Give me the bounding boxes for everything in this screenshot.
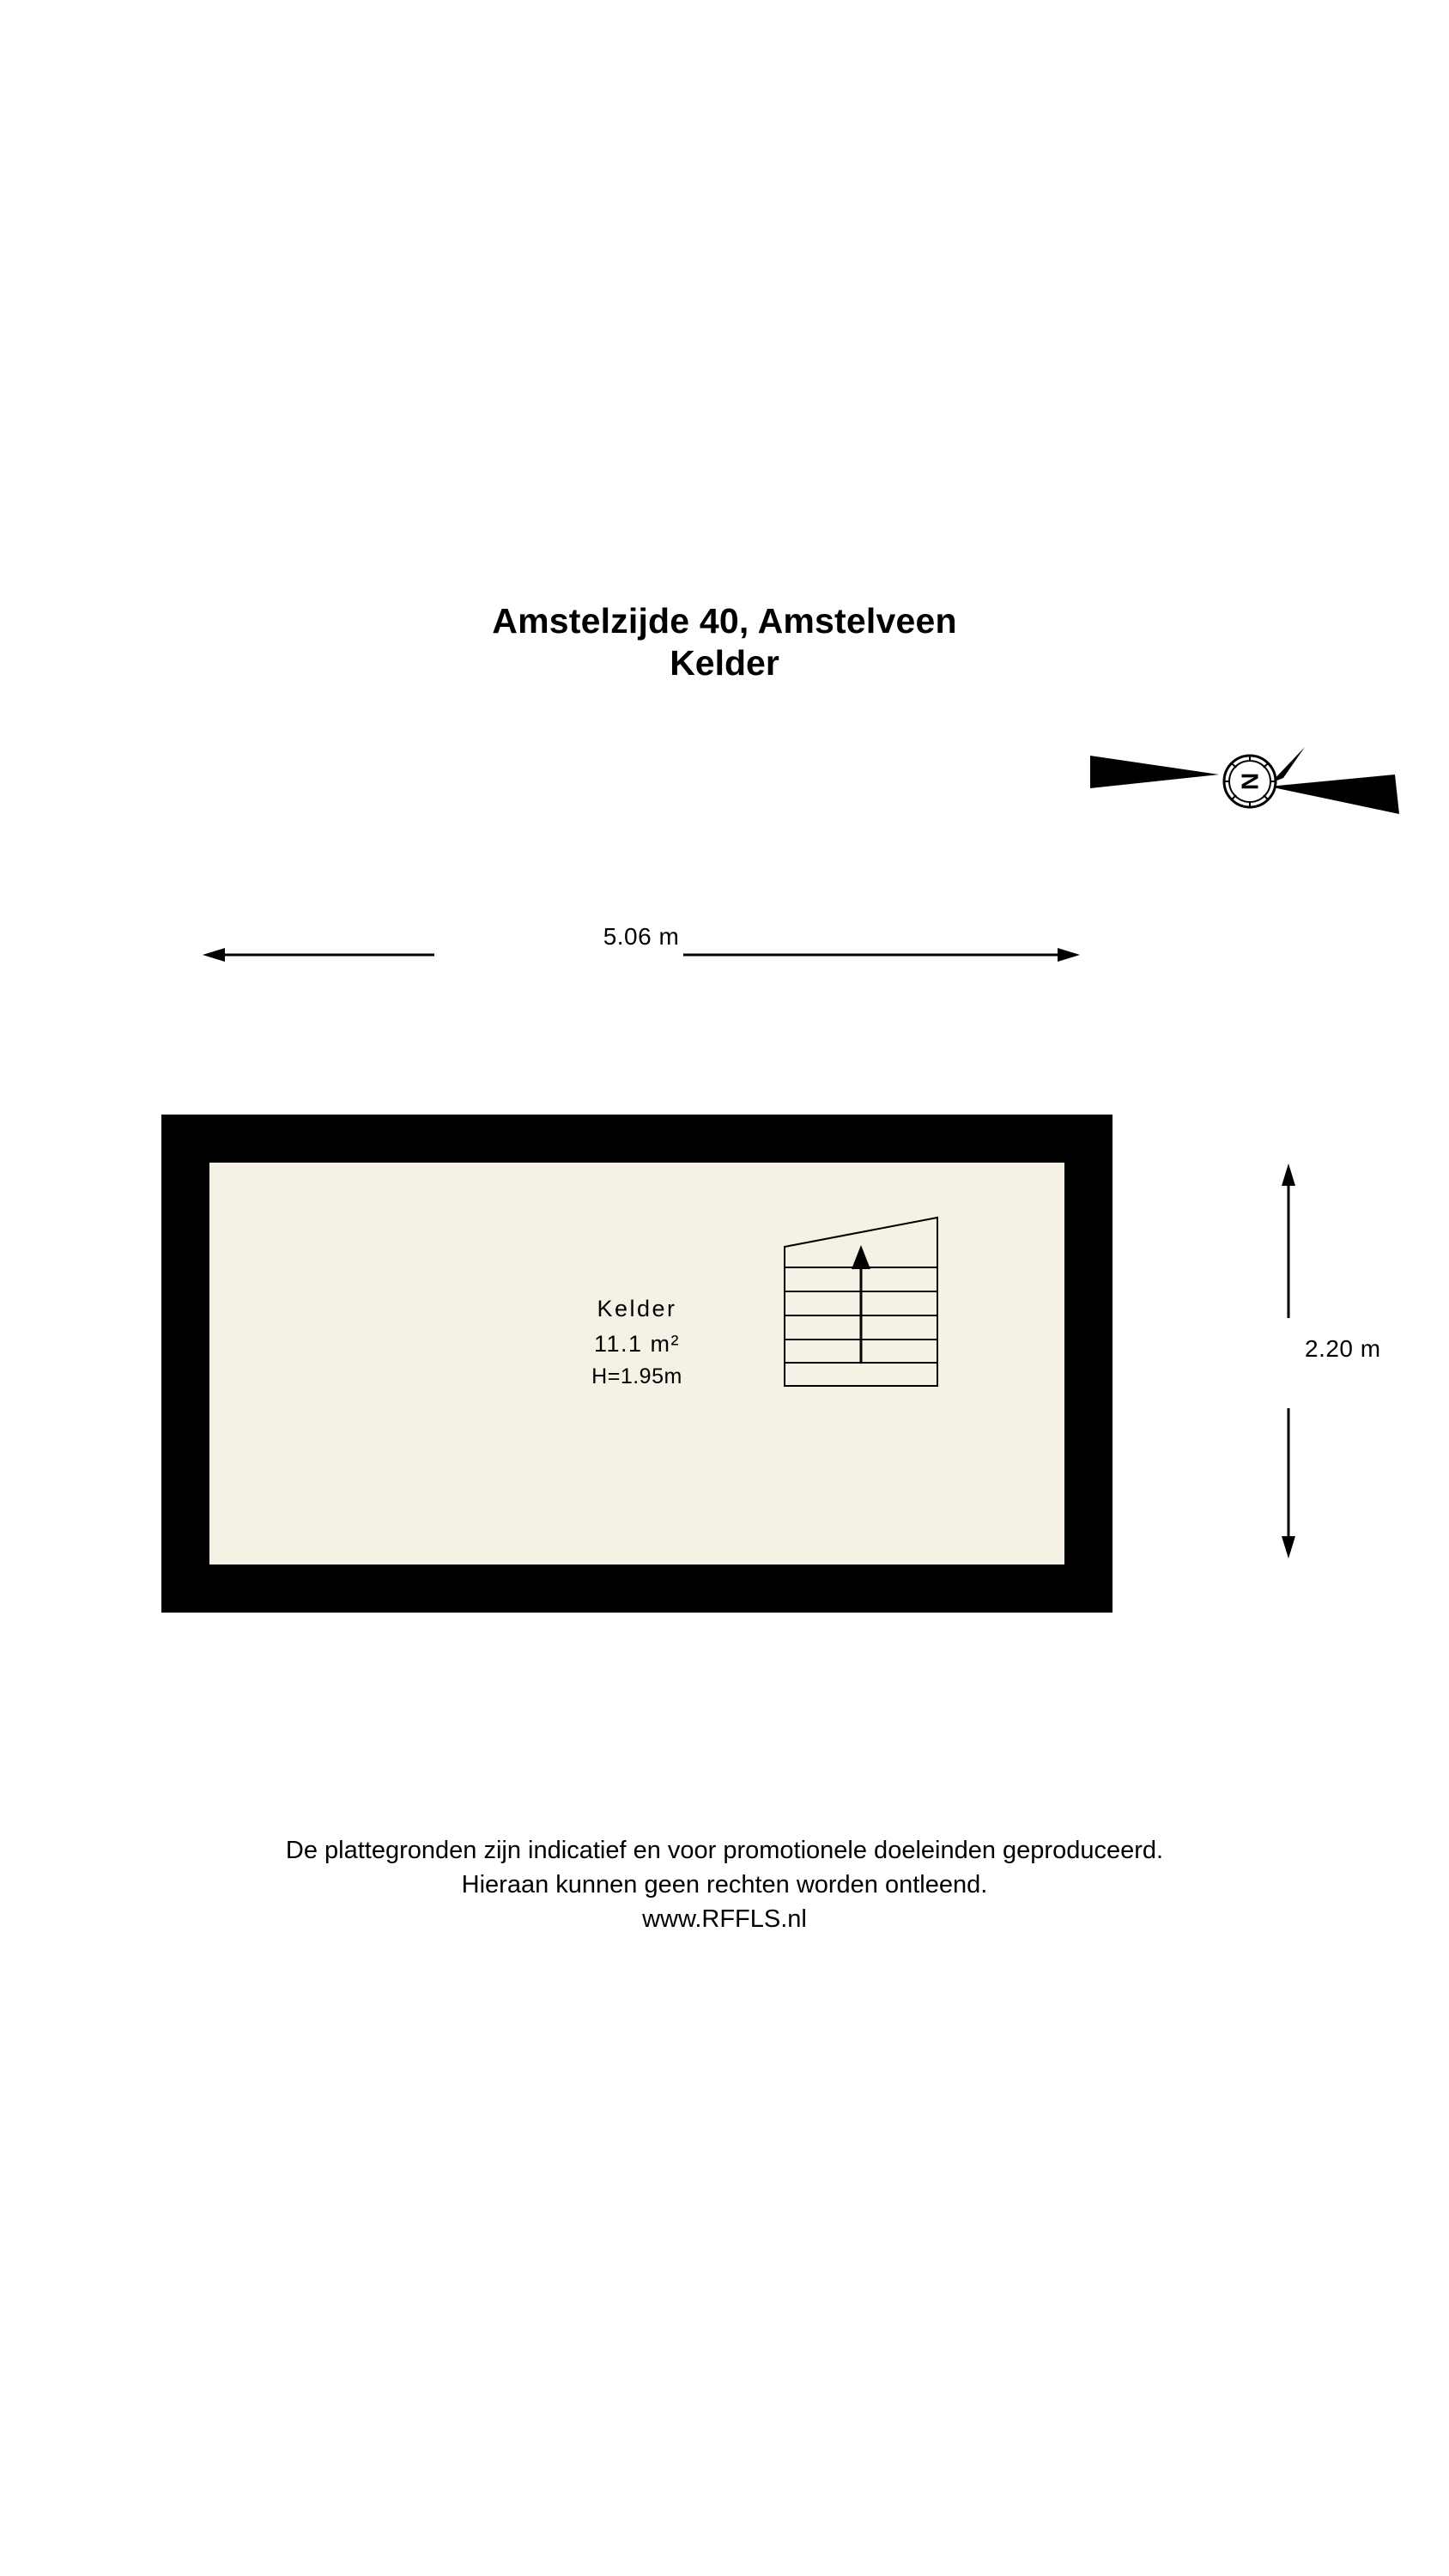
floor-title: Kelder	[670, 643, 779, 683]
width-dimension	[203, 923, 1080, 975]
footer-disclaimer	[0, 1833, 1449, 1936]
height-dimension-line	[1279, 1163, 1298, 1558]
height-dimension	[1245, 1163, 1434, 1558]
disclaimer-line-1: De plattegronden zijn indicatief en voor promotionele doeleinden geproduceerd.	[285, 1837, 1164, 1864]
height-dimension-label: 2.20 m	[1305, 1335, 1381, 1362]
page-title: Amstelzijde 40, Amstelveen	[492, 601, 957, 641]
disclaimer-line-2: Hieraan kunnen geen rechten worden ontleend.	[461, 1871, 988, 1899]
compass-north-letter: N	[1236, 772, 1264, 791]
staircase	[783, 1216, 939, 1388]
width-dimension-label: 5.06 m	[603, 923, 680, 950]
room-kelder	[209, 1163, 1064, 1564]
floor-plan	[161, 1115, 1113, 1613]
compass-rose	[1090, 721, 1399, 841]
room-name: Kelder	[597, 1296, 677, 1321]
width-dimension-line	[203, 945, 1080, 964]
website-url: www.RFFLS.nl	[642, 1905, 807, 1934]
title-block	[0, 601, 1449, 683]
room-ceiling-height: H=1.95m	[591, 1364, 682, 1388]
room-area: 11.1 m²	[593, 1330, 681, 1357]
